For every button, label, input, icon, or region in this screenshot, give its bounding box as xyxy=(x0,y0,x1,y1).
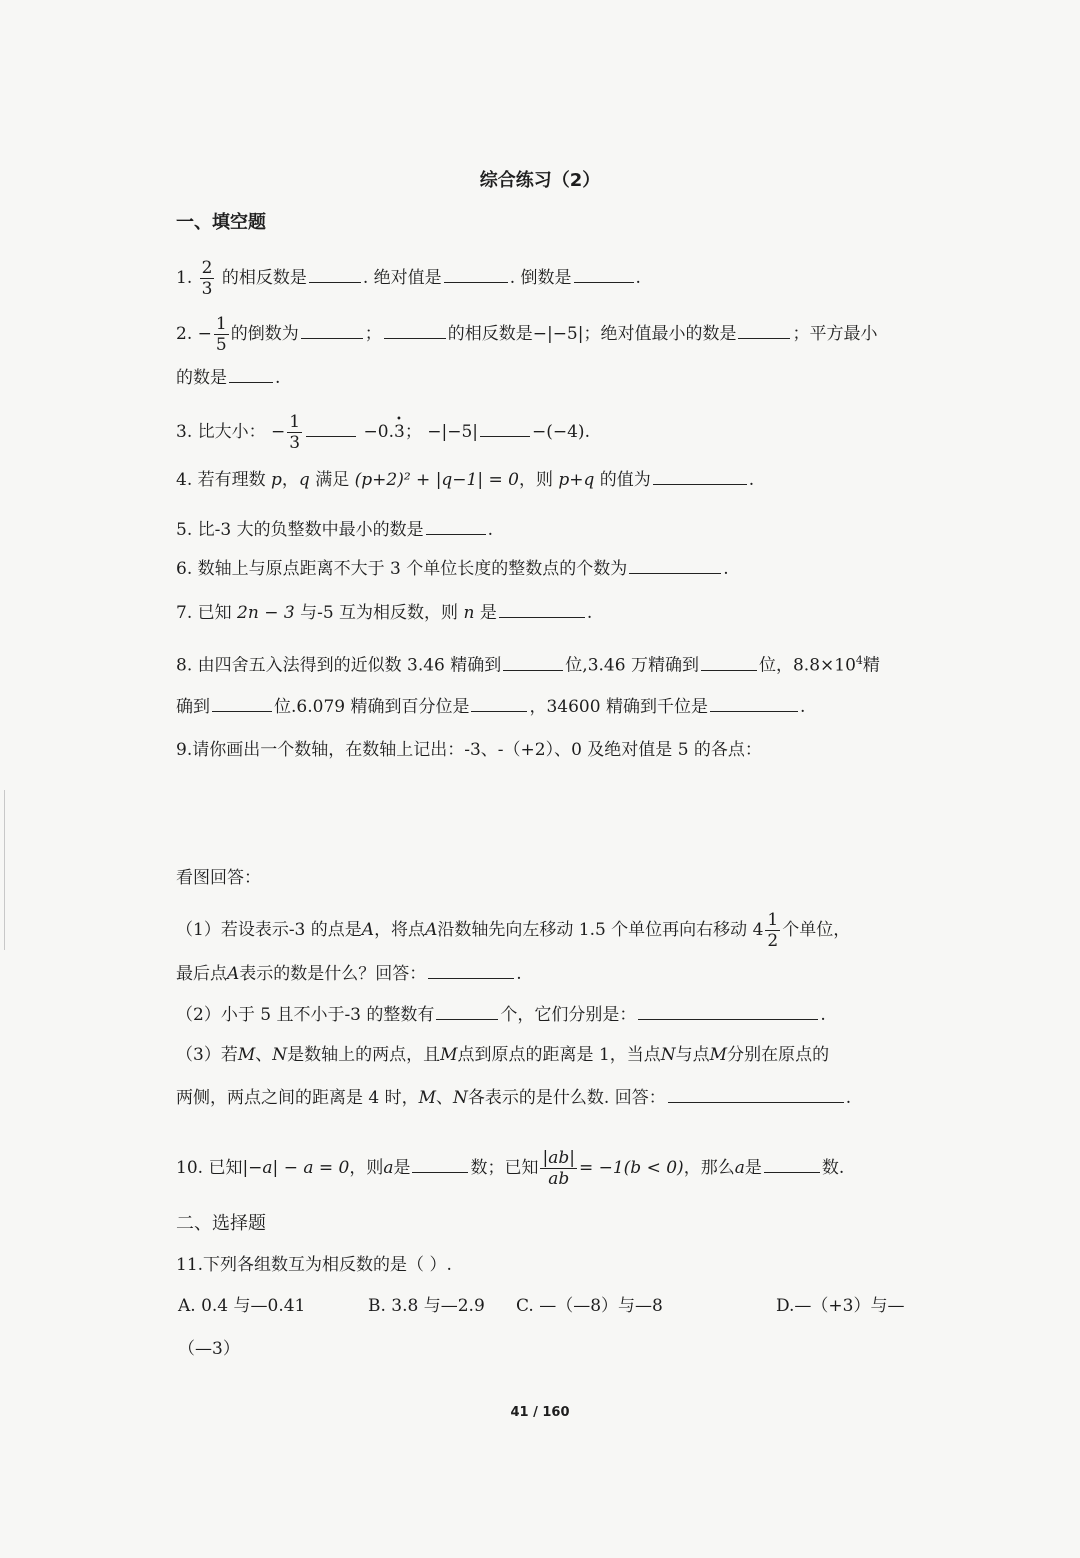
question-text: 各表示的是什么数. 回答： xyxy=(467,1088,666,1108)
variable: a xyxy=(383,1158,394,1178)
variable: A xyxy=(227,964,240,984)
question-text: 沿数轴先向左移动 1.5 个单位再向右移动 xyxy=(437,920,748,940)
answer-blank[interactable] xyxy=(653,468,747,485)
question-text: （2）小于 5 且不小于-3 的整数有 xyxy=(176,1005,435,1025)
subquestion-3 xyxy=(176,1043,829,1067)
page-number: 41 / 160 xyxy=(510,1405,570,1420)
math-expression: −0. xyxy=(363,422,394,442)
punctuation: ； xyxy=(364,324,382,344)
answer-blank[interactable] xyxy=(301,322,363,339)
question-text: 是 xyxy=(744,1158,762,1178)
section-heading-fill-in: 一、填空题 xyxy=(176,212,266,233)
option-c[interactable]: C. —（—8）与—8 xyxy=(516,1296,663,1316)
question-text: 的相反数是 xyxy=(447,324,533,344)
question-8-continued xyxy=(176,695,805,719)
question-text: ，将点 xyxy=(374,920,426,940)
math-expression: −(−4) xyxy=(532,422,585,442)
variable: N xyxy=(272,1045,288,1065)
answer-blank[interactable] xyxy=(436,1003,498,1020)
math-expression: |−a| − a = 0 xyxy=(242,1158,350,1178)
math-expression: p+q xyxy=(558,470,595,490)
fraction-numerator: 1 xyxy=(215,314,227,334)
question-3 xyxy=(176,412,590,453)
question-number: 1. xyxy=(176,268,193,288)
question-text: 是 xyxy=(393,1158,411,1178)
option-a[interactable]: A. 0.4 与—0.41 xyxy=(178,1296,306,1316)
punctuation: ； xyxy=(404,422,422,442)
question-number: 2. xyxy=(176,324,193,344)
question-text: 6. 数轴上与原点距离不大于 3 个单位长度的整数点的个数为 xyxy=(176,559,628,579)
option-d-continued: （—3） xyxy=(178,1339,240,1359)
question-text: 满足 xyxy=(315,470,350,490)
fraction-numerator: 2 xyxy=(201,258,213,278)
subquestion-3-continued xyxy=(176,1086,851,1110)
question-9: 9.请你画出一个数轴，在数轴上记出：-3、-（+2）、0 及绝对值是 5 的各点： xyxy=(176,740,762,760)
page-title: 综合练习（2） xyxy=(479,170,601,191)
punctuation: . xyxy=(748,470,755,490)
answer-blank[interactable] xyxy=(738,322,790,339)
section-heading-multiple-choice: 二、选择题 xyxy=(176,1213,266,1234)
variable: M xyxy=(709,1045,728,1065)
question-text: 的值为 xyxy=(599,470,651,490)
question-text: 是数轴上的两点，且 xyxy=(287,1045,441,1065)
question-text: 两侧，两点之间的距离是 4 时， xyxy=(176,1088,419,1108)
punctuation: ， xyxy=(281,470,299,490)
answer-blank[interactable] xyxy=(309,266,361,283)
variable: A xyxy=(425,920,438,940)
punctuation: . xyxy=(584,422,590,442)
answer-blank[interactable] xyxy=(764,1156,820,1173)
punctuation: . xyxy=(723,559,729,579)
math-expression: 2n − 3 xyxy=(237,603,295,623)
question-text: 位.6.079 精确到百分位是 xyxy=(274,697,470,717)
answer-blank[interactable] xyxy=(471,695,527,712)
question-text: . 绝对值是 xyxy=(362,268,442,288)
fraction-numerator: 1 xyxy=(767,910,779,930)
math-expression: = −1(b < 0) xyxy=(578,1158,684,1178)
subquestion-1 xyxy=(176,910,850,951)
variable: a xyxy=(734,1158,745,1178)
answer-blank[interactable] xyxy=(638,1003,818,1020)
answer-blank[interactable] xyxy=(701,654,757,671)
question-text: 精 xyxy=(862,655,880,676)
question-6 xyxy=(176,557,729,581)
question-text: 位，8.8×10 xyxy=(758,655,856,676)
fraction xyxy=(287,412,302,453)
subquestion-1-continued xyxy=(176,962,522,986)
question-11: 11.下列各组数互为相反数的是（ ）. xyxy=(176,1255,452,1275)
question-text: 表示的数是什么？回答： xyxy=(239,964,427,984)
question-8 xyxy=(176,649,880,678)
variable: M xyxy=(440,1045,458,1065)
variable: N xyxy=(660,1045,676,1065)
fraction xyxy=(214,314,229,355)
question-text: 与-5 互为相反数，则 xyxy=(300,603,459,623)
punctuation: . xyxy=(799,697,806,717)
question-text: 点到原点的距离是 1，当点 xyxy=(457,1045,661,1065)
question-text: 数；已知 xyxy=(470,1158,539,1178)
answer-blank[interactable] xyxy=(212,695,272,712)
answer-blank[interactable] xyxy=(306,420,356,437)
punctuation: . xyxy=(586,603,593,623)
answer-blank[interactable] xyxy=(229,366,273,383)
question-text: （3）若 xyxy=(176,1045,238,1065)
question-text: 5. 比-3 大的负整数中最小的数是 xyxy=(176,520,424,540)
question-10 xyxy=(176,1148,844,1189)
question-text: 与点 xyxy=(675,1045,710,1065)
question-text: 比大小： xyxy=(197,422,266,442)
question-text: ；平方最小 xyxy=(792,324,878,344)
math-expression: −|−5| xyxy=(427,422,478,442)
mixed-number-whole: 4 xyxy=(752,920,764,940)
question-text: ，34600 精确到千位是 xyxy=(529,697,708,717)
punctuation: . xyxy=(820,1005,826,1025)
question-text: 4. 若有理数 xyxy=(176,470,266,490)
punctuation: . xyxy=(845,1088,852,1108)
fraction-numerator: 1 xyxy=(289,412,301,432)
variable: A xyxy=(361,920,375,940)
fraction-denominator: 2 xyxy=(767,931,779,951)
repeating-digit: • 3 xyxy=(394,422,405,442)
fraction-denominator: 3 xyxy=(289,433,301,453)
fraction-denominator: 3 xyxy=(201,279,213,299)
variable: p xyxy=(271,470,282,490)
question-text: 的相反数是 xyxy=(221,268,307,288)
question-text: 10. 已知 xyxy=(176,1158,243,1178)
punctuation: . xyxy=(487,520,493,540)
question-text: 的数是 xyxy=(176,368,227,388)
fraction-denominator: 5 xyxy=(215,335,227,355)
question-text: 的倒数为 xyxy=(230,324,299,344)
fraction xyxy=(200,258,215,299)
question-1 xyxy=(176,258,641,299)
question-2 xyxy=(176,314,877,355)
question-4 xyxy=(176,468,754,492)
answer-blank[interactable] xyxy=(668,1086,844,1103)
question-text: 最后点 xyxy=(176,964,227,984)
question-2-continued xyxy=(176,366,280,390)
answer-blank[interactable] xyxy=(629,557,721,574)
fraction xyxy=(540,1148,576,1189)
question-7 xyxy=(176,601,592,625)
answer-blank[interactable] xyxy=(710,695,798,712)
question-text: 确到 xyxy=(176,697,210,717)
minus-sign: − xyxy=(271,422,286,442)
question-text: （1）若设表示-3 的点是 xyxy=(176,920,362,940)
question-text: ，则 xyxy=(518,470,553,490)
punctuation: 、 xyxy=(436,1088,454,1108)
question-text: 个，它们分别是： xyxy=(500,1005,637,1025)
question-text: 是 xyxy=(479,603,497,623)
answer-blank[interactable] xyxy=(426,518,486,535)
math-expression: (p+2)² + |q−1| = 0 xyxy=(354,470,519,490)
minus-sign: − xyxy=(197,324,212,344)
question-text: 分别在原点的 xyxy=(727,1045,830,1065)
exponent: 4 xyxy=(855,654,863,667)
question-text: 7. 已知 xyxy=(176,603,232,623)
answer-blank[interactable] xyxy=(444,266,508,283)
question-text: 位,3.46 万精确到 xyxy=(565,655,699,676)
question-text: . 倒数是 xyxy=(509,268,572,288)
fraction xyxy=(765,910,780,951)
question-number: 3. xyxy=(176,422,193,442)
scan-edge-mark xyxy=(4,790,5,950)
answer-blank[interactable] xyxy=(503,654,563,671)
answer-blank[interactable] xyxy=(412,1156,468,1173)
question-5 xyxy=(176,518,493,542)
punctuation: . xyxy=(516,964,522,984)
punctuation: . xyxy=(635,268,641,288)
subquestion-2 xyxy=(176,1003,826,1027)
answer-blank[interactable] xyxy=(480,420,530,437)
answer-blank[interactable] xyxy=(384,322,446,339)
answer-blank[interactable] xyxy=(428,962,514,979)
variable: n xyxy=(463,603,475,623)
variable: M xyxy=(237,1045,256,1065)
question-text: ；绝对值最小的数是 xyxy=(583,324,737,344)
question-text: 数. xyxy=(821,1158,845,1178)
fraction-denominator: ab xyxy=(548,1169,570,1189)
question-text: ，则 xyxy=(349,1158,384,1178)
fraction-numerator: |ab| xyxy=(542,1148,575,1168)
look-at-figure-heading: 看图回答： xyxy=(176,868,261,888)
question-text: 个单位， xyxy=(782,920,851,940)
answer-blank[interactable] xyxy=(574,266,634,283)
answer-blank[interactable] xyxy=(499,601,585,618)
question-text: ，那么 xyxy=(683,1158,735,1178)
punctuation: 、 xyxy=(255,1045,273,1065)
math-expression: −|−5| xyxy=(532,324,584,344)
option-d[interactable]: D.—（+3）与— xyxy=(776,1296,905,1316)
variable: M xyxy=(418,1088,437,1108)
variable: q xyxy=(298,470,310,490)
option-b[interactable]: B. 3.8 与—2.9 xyxy=(368,1296,485,1316)
question-text: 8. 由四舍五入法得到的近似数 3.46 精确到 xyxy=(176,655,502,676)
punctuation: . xyxy=(275,368,281,388)
variable: N xyxy=(453,1088,468,1108)
